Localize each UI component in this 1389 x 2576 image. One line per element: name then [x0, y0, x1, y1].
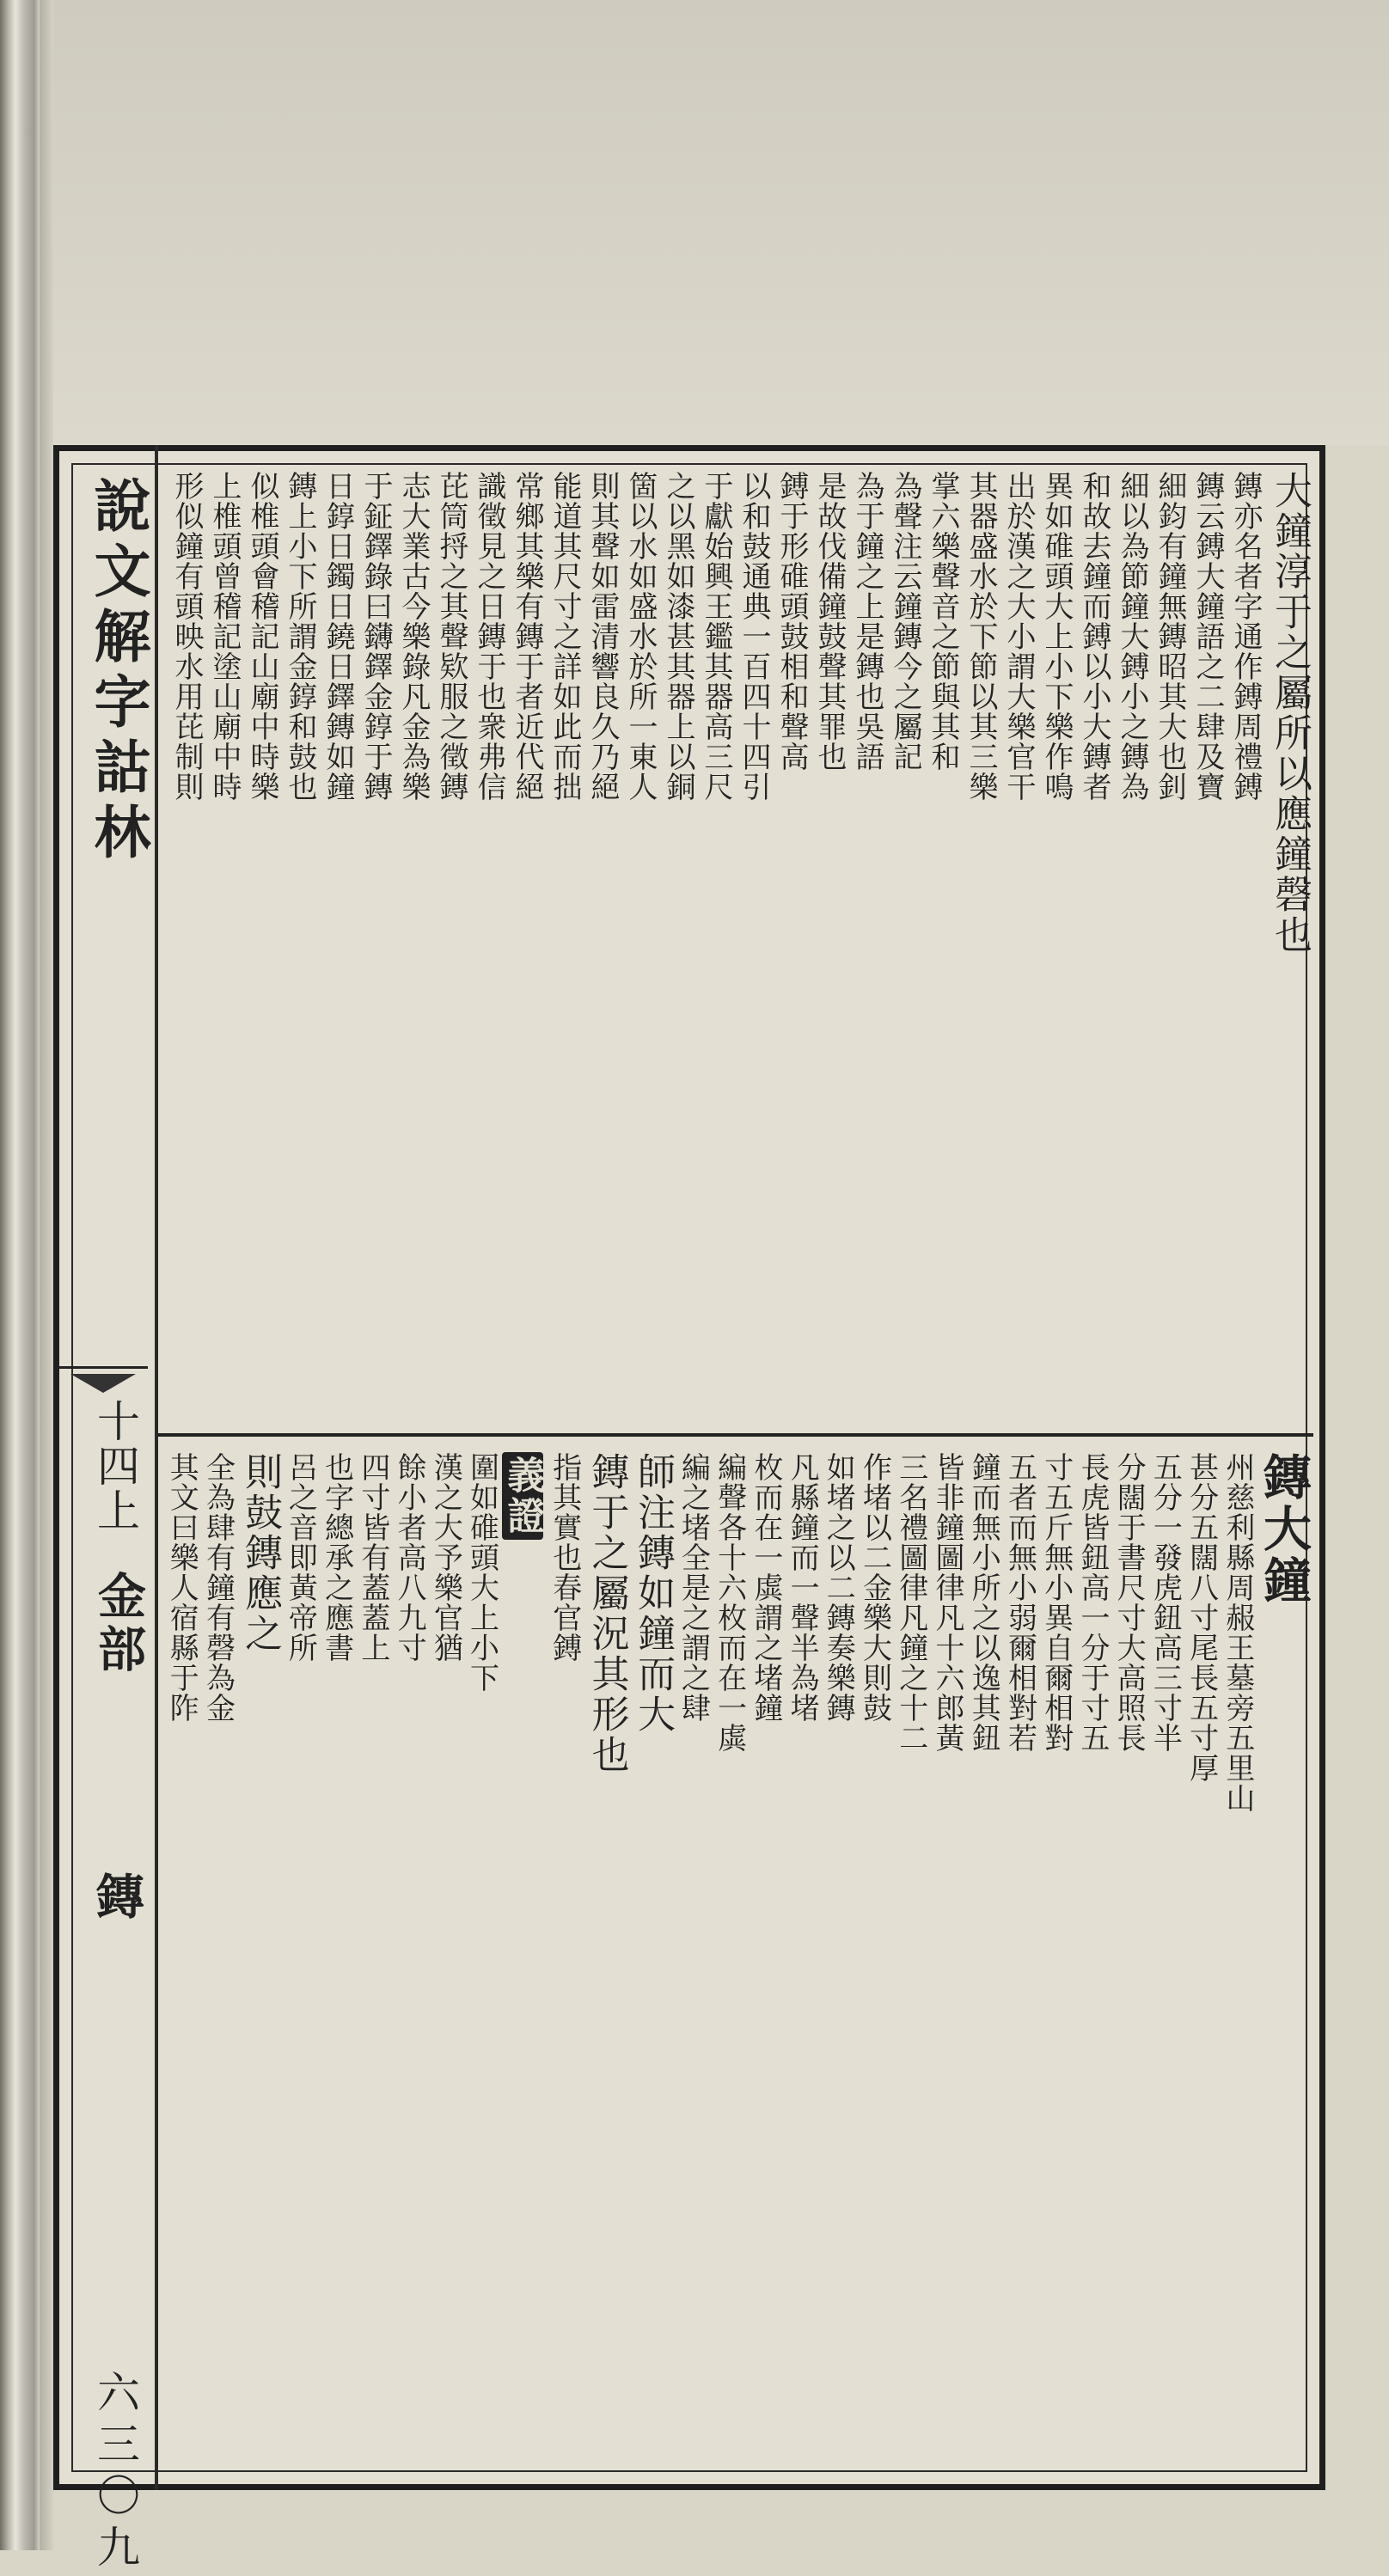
text-column: 為聲注云鐘鏄今之屬記: [888, 471, 922, 772]
text-column: 之以黑如漆甚其器上以銅: [661, 471, 695, 802]
text-column: 是故伐備鐘鼓聲其罪也: [812, 471, 847, 772]
text-column: 長虎皆鈕高一分于寸五: [1074, 1452, 1110, 1753]
text-column: 編之堵全是之謂之肆: [676, 1452, 711, 1723]
book-title: 說文解字詁林: [84, 476, 151, 868]
text-column: 其器盛水於下節以其三樂: [964, 471, 998, 802]
text-column: 常鄉其樂有鏄于者近代絕: [510, 471, 544, 802]
seal-column: [502, 1452, 543, 2470]
text-column: 也字總承之應書: [319, 1452, 354, 1663]
text-column: 于獻始興王鑑其器高三尺: [699, 471, 733, 802]
text-column: 似椎頭會稽記山廟中時樂: [245, 471, 279, 802]
upper-text-block: [165, 471, 1312, 1425]
text-column: 三名禮圖律凡鐘之十二: [893, 1452, 928, 1753]
text-column: 細鈞有鐘無鏄昭其大也釗: [1153, 471, 1187, 802]
text-column: 為于鐘之上是鏄也吳語: [850, 471, 884, 772]
text-column: 日錞日鐲日鐃日鐸鏄如鐘: [321, 471, 355, 802]
text-column: 作堵以二金樂大則鼓: [857, 1452, 892, 1723]
text-column: 鎛于形碓頭鼓相和聲高: [774, 471, 809, 772]
text-column: 呂之音即黃帝所: [283, 1452, 318, 1663]
text-column: 識徵見之日鏄于也衆弗信: [472, 471, 506, 802]
text-column: 州慈利縣周赧王墓旁五里山: [1220, 1452, 1255, 1813]
text-column: 指其實也春官鎛: [547, 1452, 582, 1663]
text-column: 分闊于書尺寸大高照長: [1111, 1452, 1147, 1753]
text-column: 四寸皆有蓋蓋上: [355, 1452, 390, 1663]
text-column: 箇以水如盛水於所一東人: [623, 471, 658, 802]
text-column: 鏄亦名者字通作鎛周禮鎛: [1228, 471, 1263, 802]
lower-text-block: [164, 1452, 1313, 2470]
text-column: 上椎頭曾稽記塗山廟中時: [207, 471, 242, 802]
text-column: 鐘而無小所之以逸其鈕: [966, 1452, 1001, 1753]
fish-tail-mark: [58, 1366, 148, 1369]
text-column: 凡縣鐘而一聲半為堵: [785, 1452, 820, 1723]
text-column: 以和鼓通典一百四十四引: [737, 471, 771, 802]
text-column: 掌六樂聲音之節與其和: [926, 471, 960, 772]
text-column: 和故去鐘而鎛以小大鏄者: [1077, 471, 1111, 802]
page-number: 六三〇九: [90, 2370, 140, 2576]
text-column: 細以為節鐘大鎛小之鏄為: [1115, 471, 1149, 802]
text-column: 異如碓頭大上小下樂作鳴: [1039, 471, 1074, 802]
text-column: 枚而在一虡謂之堵鐘: [748, 1452, 783, 1723]
text-column: 則其聲如雷清響良久乃絕: [585, 471, 620, 802]
text-column: 寸五斤無小異自爾相對: [1038, 1452, 1074, 1753]
text-column: 如堵之以二鏄奏樂鏄: [821, 1452, 856, 1723]
volume-label: 十四上: [90, 1399, 140, 1533]
text-column: 五分一發虎鈕高三寸半: [1147, 1452, 1183, 1753]
radical-section: 金部: [90, 1571, 147, 1677]
book-spine: [0, 0, 40, 2550]
text-column: 能道其尺寸之詳如此而拙: [548, 471, 582, 802]
text-column: 出於漢之大小謂大樂官干: [1001, 471, 1036, 802]
yizheng-seal-label: 義證: [502, 1452, 543, 1540]
text-column: 大鐘淳于之屬所以應鐘磬也: [1268, 471, 1312, 955]
text-column: 鏄云鎛大鐘語之二肆及寶: [1190, 471, 1225, 802]
text-column: 于鉦鐸錄曰鑮鐸金錞于鏄: [358, 471, 393, 802]
text-column: 編聲各十六枚而在一虡: [712, 1452, 747, 1753]
text-column: 皆非鐘圖律凡十六郎黃: [930, 1452, 964, 1753]
banxin-column: [53, 445, 158, 2576]
text-column: 志大業古今樂錄凡金為樂: [396, 471, 431, 802]
text-column: 鏄上小下所謂金錞和鼓也: [283, 471, 317, 802]
text-column: 形似鐘有頭映水用芘制則: [169, 471, 204, 802]
text-column: 甚分五闊八寸尾長五寸厚: [1184, 1452, 1219, 1783]
head-character: 鏄: [89, 1871, 145, 1920]
text-column: 鏄于之屬況其形也: [584, 1452, 629, 1775]
section-divider: [158, 1433, 1313, 1437]
text-column: 餘小者高八九寸: [392, 1452, 427, 1663]
top-margin: [53, 0, 1389, 445]
text-column: 其文曰樂人宿縣于阼: [164, 1452, 199, 1723]
text-column: 芘筒捋之其聲欵服之徵鏄: [434, 471, 468, 802]
text-column: 鏄大鐘: [1256, 1452, 1313, 1607]
text-column: 全為肆有鐘有磬為金: [200, 1452, 236, 1723]
text-column: 圍如碓頭大上小下: [464, 1452, 499, 1693]
text-column: 漢之大予樂官猶: [428, 1452, 463, 1663]
text-column: 五者而無小弱爾相對若: [1002, 1452, 1037, 1753]
text-column: 師注鏄如鐘而大: [631, 1452, 676, 1735]
text-column: 則鼓鏄應之: [238, 1452, 283, 1654]
